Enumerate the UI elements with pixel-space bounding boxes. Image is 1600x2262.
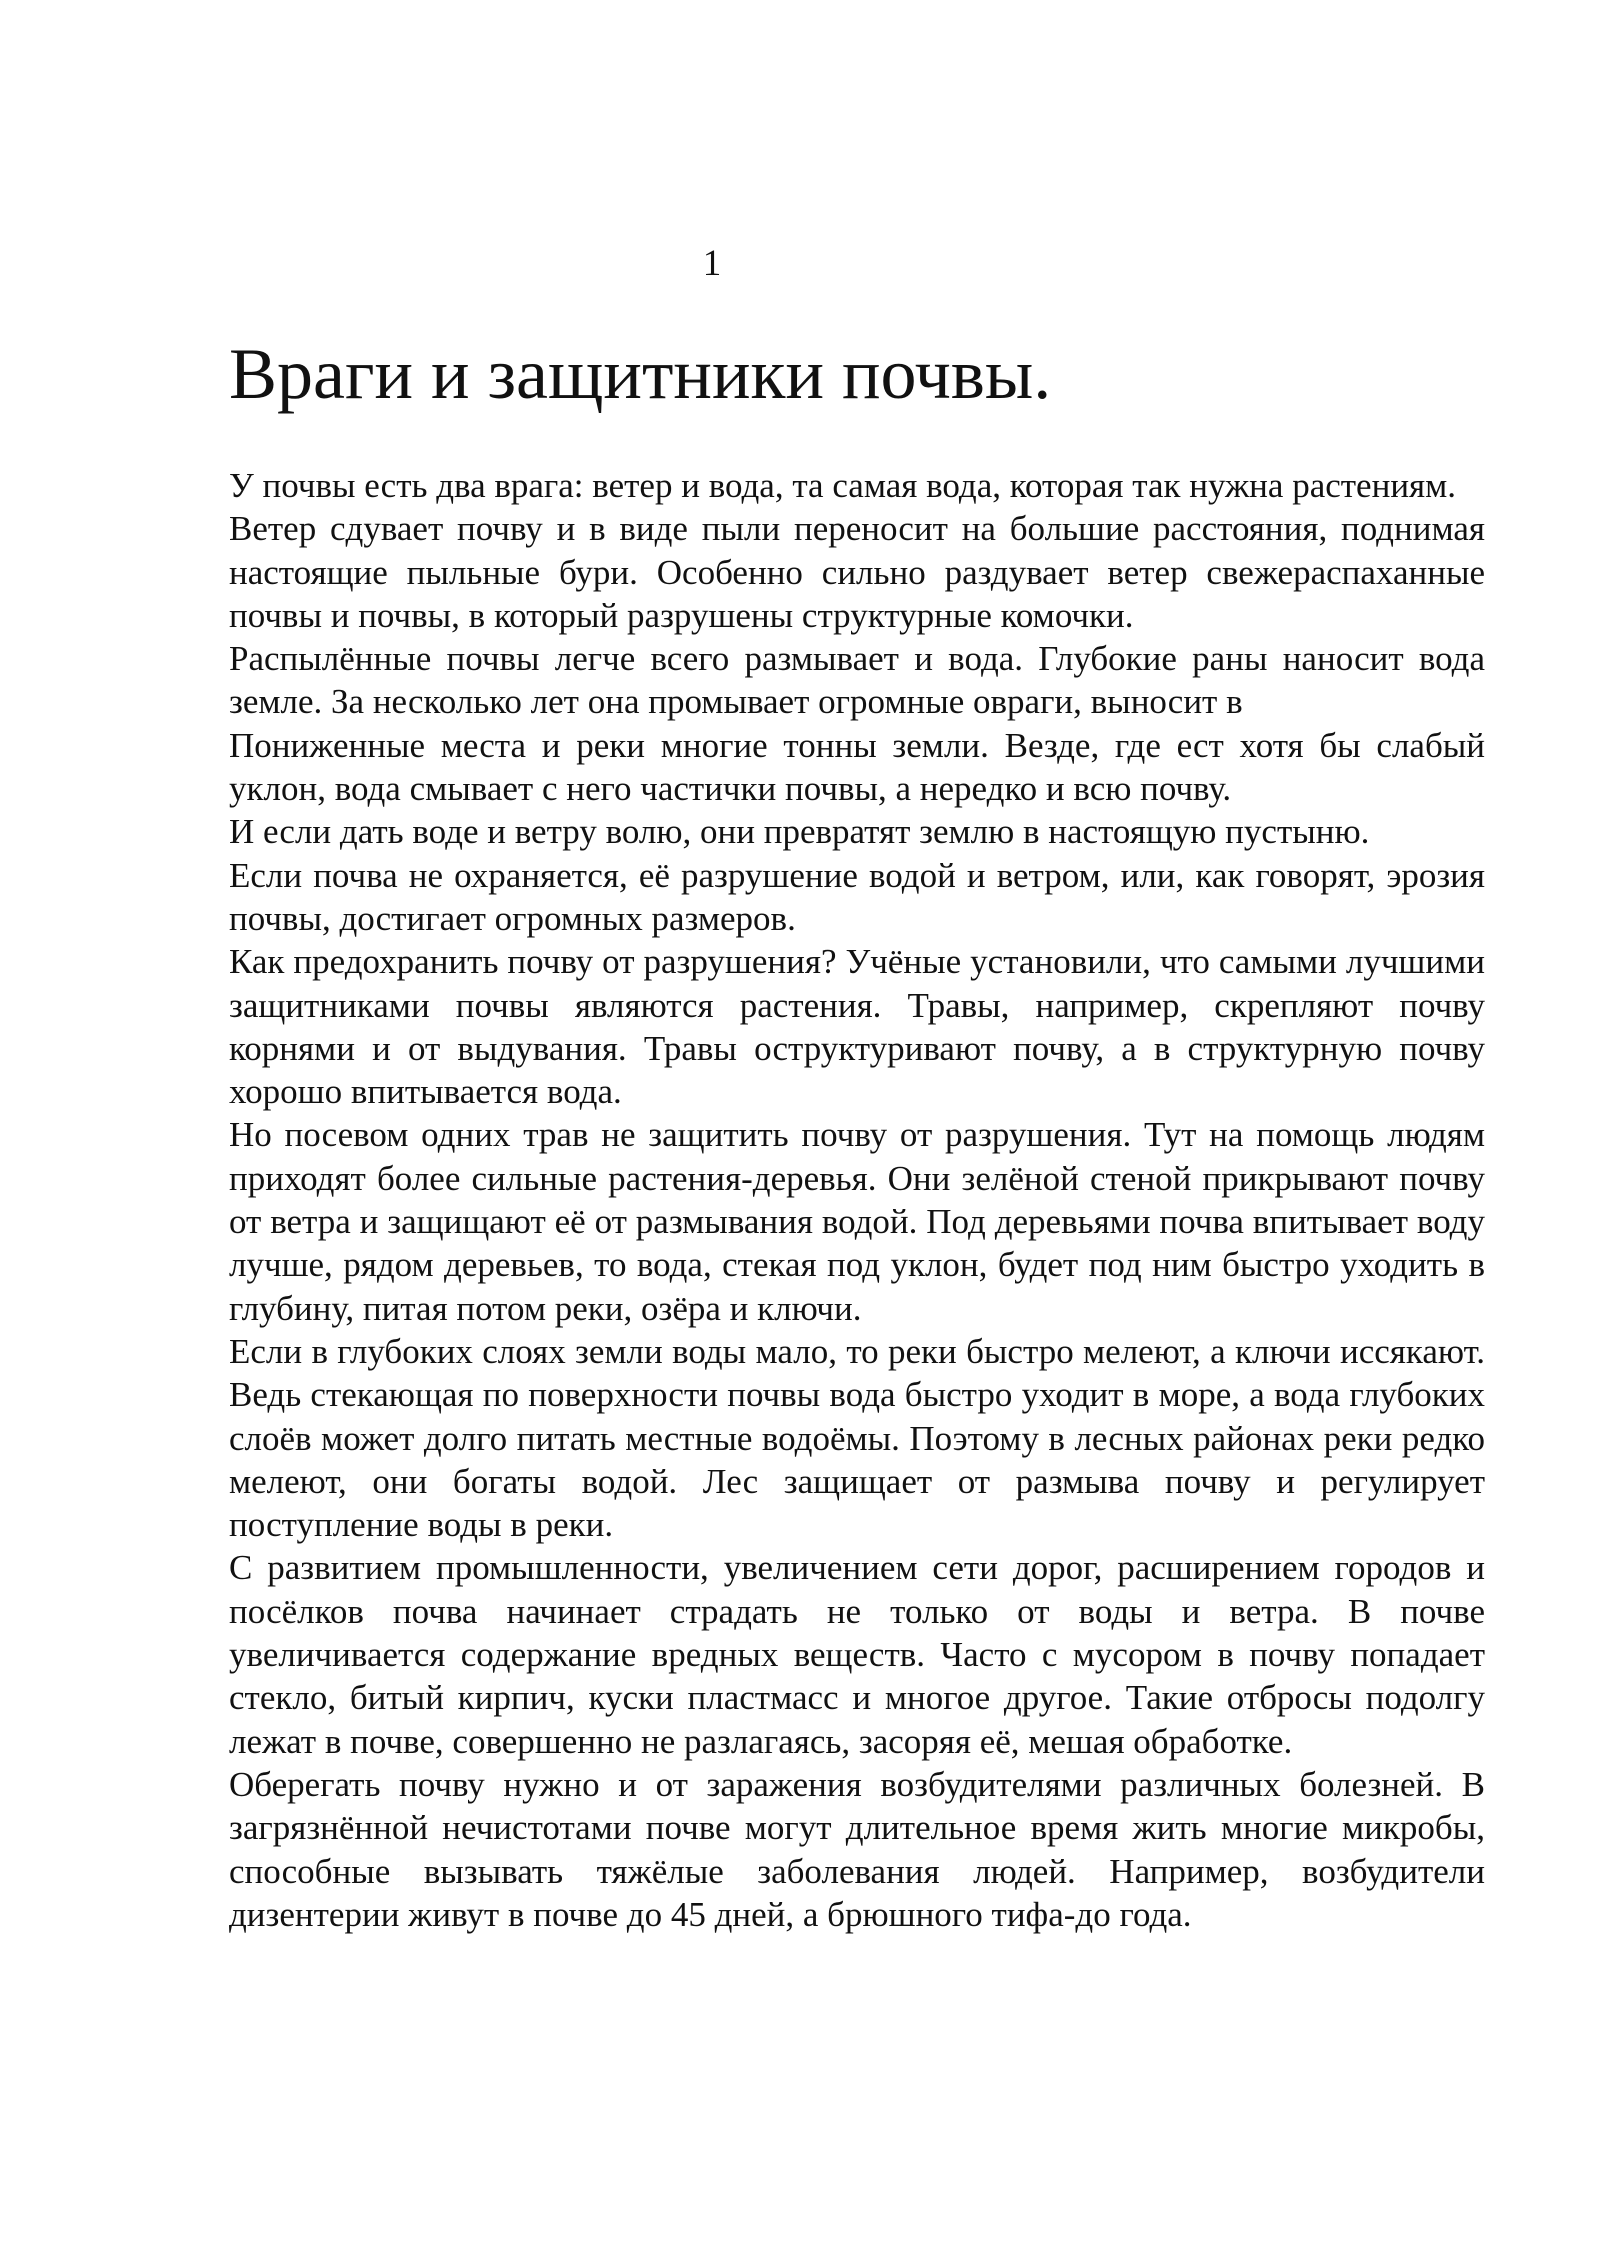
- paragraph-8: Но посевом одних трав не защитить почву от разрушения. Тут на помощь людям приходят более сильные растения-деревья. Они зелёной стеной прикрывают почву от ветра и защищают её от размывания водой. Под деревьями почва впитывает воду лучше, рядом деревьев, то вода, стекая под уклон, будет под ним быстро уходить в глубину, питая потом реки, озёра и ключи.: [229, 1115, 1485, 1328]
- body-text: [229, 464, 1485, 1936]
- paragraph-4: Пониженные места и реки многие тонны земли. Везде, где ест хотя бы слабый уклон, вода смывает с него частички почвы, а нередко и всю почву.: [229, 725, 1485, 809]
- paragraph-2: Ветер сдувает почву и в виде пыли переносит на большие расстояния, поднимая настоящие пыльные бури. Особенно сильно раздувает ветер свежераспаханные почвы и почвы, в который разрушены структурные комочки.: [229, 509, 1485, 635]
- paragraph-9: Если в глубоких слоях земли воды мало, то реки быстро мелеют, а ключи иссякают. Ведь стекающая по поверхности почвы вода быстро уходит в море, а вода глубоких слоёв может долго питать местные водоёмы. Поэтому в лесных районах реки редко мелеют, они богаты водой. Лес защищает от размыва почву и регулирует поступление воды в реки.: [229, 1331, 1485, 1545]
- paragraph-10: С развитием промышленности, увеличением сети дорог, расширением городов и посёлков почва начинает страдать не только от воды и ветра. В почве увеличивается содержание вредных веществ. Часто с мусором в почву попадает стекло, битый кирпич, куски пластмасс и многое другое. Такие отбросы подолгу лежат в почве, совершенно не разлагаясь, засоряя её, мешая обработке.: [229, 1548, 1485, 1761]
- paragraph-11: Оберегать почву нужно и от заражения возбудителями различных болезней. В загрязнённой нечистотами почве могут длительное время жить многие микробы, способные вызывать тяжёлые заболевания людей. Например, возбудители дизентерии живут в почве до 45 дней, а брюшного тифа-до года.: [229, 1764, 1485, 1934]
- paragraph-5: И если дать воде и ветру волю, они превратят землю в настоящую пустыню.: [229, 812, 1370, 852]
- page-title: Враги и защитники почвы.: [229, 334, 1052, 414]
- page-number: 1: [702, 243, 722, 284]
- paragraph-6: Если почва не охраняется, её разрушение водой и ветром, или, как говорят, эрозия почвы, достигает огромных размеров.: [229, 855, 1485, 938]
- paragraph-1: У почвы есть два врага: ветер и вода, та самая вода, которая так нужна растениям.: [229, 466, 1457, 505]
- paragraph-7: Как предохранить почву от разрушения? Учёные установили, что самыми лучшими защитниками почвы являются растения. Травы, например, скрепляют почву корнями и от выдувания. Травы оструктуривают почву, а в структурную почву хорошо впитывается вода.: [229, 942, 1485, 1112]
- paragraph-3: Распылённые почвы легче всего размывает и вода. Глубокие раны наносит вода земле. За несколько лет она промывает огромные овраги, выносит в: [229, 639, 1485, 722]
